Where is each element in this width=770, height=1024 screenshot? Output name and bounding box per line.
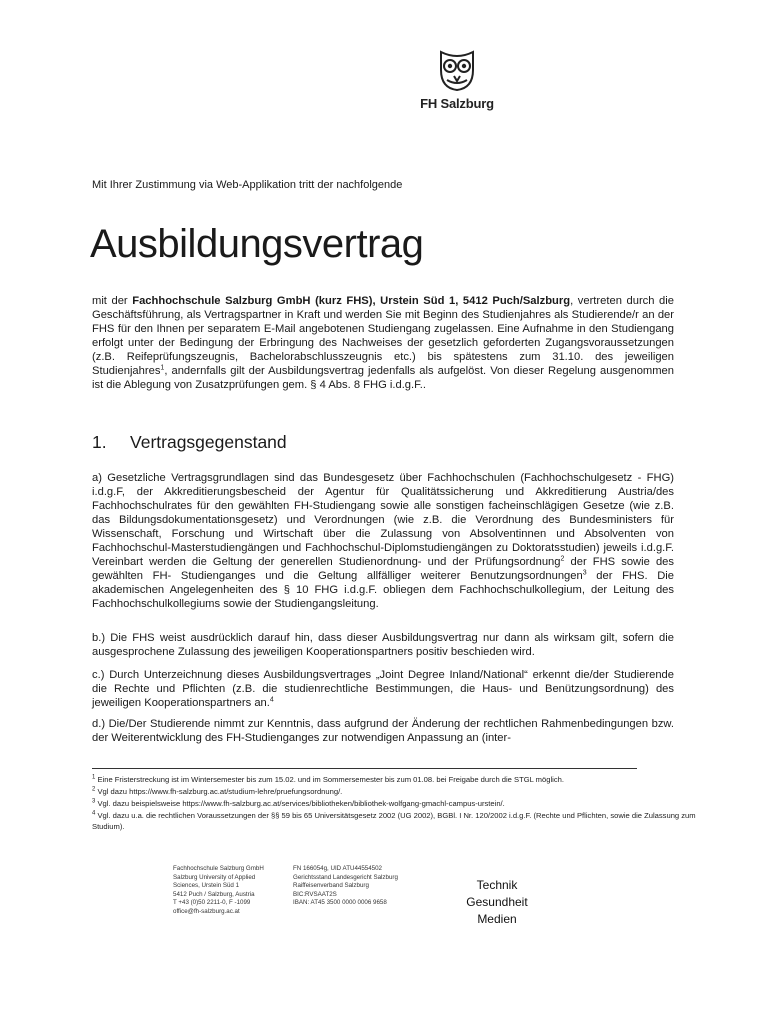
footer-taglines (462, 877, 532, 928)
tagline: Medien (477, 912, 517, 926)
page-title: Ausbildungsvertrag (90, 222, 424, 266)
footnote-ref-1: 1 (160, 364, 165, 372)
footnote-divider (92, 768, 637, 769)
footer-line: T +43 (0)50 2211-0, F -1099 (173, 899, 251, 907)
contract-mid: , vertreten durch die Geschäftsführung, als Vertragspartner in Kraft und werden Sie mit Beginn des Studienjahres als Studierende/r an der FHS für den Ihnen per separatem E-Mail angebotenen Studiengang zugelassen. Eine Aufnahme in den Studiengang erfolgt unter der Bedingung der Erbringung des Nachweises der gesetzlich geforderten Zugangsvoraussetzungen (z.B. Reifeprüfungszeugnis, Bachelorabschlusszeugnis etc.) bis spätestens zum 31.10. des jeweiligen Studienjahres (92, 295, 674, 377)
footer-line: Sciences, Urstein Süd 1 (173, 882, 240, 890)
fh-salzburg-logo (412, 46, 502, 111)
contract-post: , andernfalls gilt der Ausbildungsvertrag jedenfalls als aufgelöst. Von dieser Regelung ausgenommen ist die Ablegung von Zusatzprüfungen gem. § 4 Abs. 8 FHG i.d.g.F.. (92, 365, 674, 391)
para-a-pre: a) Gesetzliche Vertragsgrundlagen sind das Bundesgesetz über Fachhochschulen (Fachhochschulgesetz - FHG) i.d.g.F, der Akkreditierungsbescheid der Agentur für Qualitätssicherung und Akkreditierung Austria/des Fachhochschulrates für den gewählten FH-Studiengang sowie alle sonstigen facheinschlägigen Gesetze (wie z.B. das Bildungsdokumentationsgesetz) und Verordnungen (wie z.B. die Verordnung des Bundesministers für Wissenschaft, Forschung und Wirtschaft über die Zulassung von Absolventinnen und Absolventen von Fachhochschul-Masterstudiengängen und Fachhochschul-Diplomstudiengängen zu Doktoratsstudien) jeweils i.d.g.F. Vereinbart werden die Geltung der generellen Studienordnung- und der Prüfungsordnung (92, 472, 674, 568)
section-number: 1. (92, 432, 107, 452)
footnote-ref-4: 4 (269, 696, 274, 704)
footnote-ref-2: 2 (560, 555, 565, 563)
section-heading (92, 432, 287, 453)
footnote (92, 786, 700, 797)
footnote-text: Vgl. dazu u.a. die rechtlichen Voraussetzungen der §§ 59 bis 65 Universitätsgesetz 2002 (UG 2002), BGBl. I Nr. 120/2002 i.d.g.F. (Rechte und Pflichten, sowie die Zulassung zum Studium). (92, 811, 696, 831)
logo-text: FH Salzburg (420, 96, 494, 111)
footnote (92, 798, 700, 809)
footnote-text: Vgl dazu https://www.fh-salzburg.ac.at/studium-lehre/pruefungsordnung/. (97, 787, 343, 796)
footnote (92, 810, 700, 832)
footnote-number: 2 (92, 786, 96, 793)
footnotes (92, 774, 700, 833)
footnote-number: 1 (92, 774, 96, 781)
contract-pre: mit der (92, 295, 133, 307)
paragraph-c (92, 668, 674, 710)
footnote-ref-3: 3 (582, 569, 587, 577)
section-title: Vertragsgegenstand (130, 432, 287, 452)
para-c-text: c.) Durch Unterzeichnung dieses Ausbildungsvertrages „Joint Degree Inland/National“ erkennt die/der Studierende die Rechte und Pflichten (z.B. die studienrechtliche Bestimmungen, die Haus- und Benützungsordnung) des jeweiligen Kooperationspartners an. (92, 669, 674, 709)
footer-line: Raiffeisenverband Salzburg (293, 882, 369, 890)
paragraph-d: d.) Die/Der Studierende nimmt zur Kenntnis, dass aufgrund der Änderung der rechtlichen Rahmenbedingungen bzw. der Weiterentwicklung des FH-Studienganges zur notwendigen Anpassung an (inter- (92, 718, 674, 744)
tagline: Gesundheit (466, 895, 528, 909)
contract-paragraph (92, 294, 674, 392)
paragraph-a (92, 471, 674, 611)
owl-icon (435, 46, 479, 92)
footer-line: 5412 Puch / Salzburg, Austria (173, 890, 255, 898)
footer-address (173, 865, 264, 917)
footer-legal (293, 865, 398, 908)
contract-party: Fachhochschule Salzburg GmbH (kurz FHS), Urstein Süd 1, 5412 Puch/Salzburg (132, 295, 571, 307)
footer-line: Gerichtsstand Landesgericht Salzburg (293, 873, 398, 881)
para-a-mid: der FHS sowie des gewählten FH- Studienganges und die Geltung allfälliger weiterer Benutzungsordnungen (92, 556, 674, 582)
footer-line: Fachhochschule Salzburg GmbH (173, 865, 264, 872)
footer-line: FN 166054g, UID ATU44554502 (293, 865, 382, 872)
tagline: Technik (476, 878, 518, 892)
footer-line: IBAN: AT45 3500 0000 0006 9658 (293, 899, 387, 907)
footnote-number: 4 (92, 810, 96, 817)
intro-line: Mit Ihrer Zustimmung via Web-Applikation tritt der nachfolgende (92, 179, 403, 191)
para-a-post: der FHS. Die akademischen Angelegenheiten des § 10 FHG i.d.g.F. obliegen dem Fachhochschulkollegium, der Leitung des Fachhochschulkollegiums sowie der Studiengangsleitung. (92, 570, 675, 610)
footer-line: Salzburg University of Applied (173, 873, 256, 881)
footnote-number: 3 (92, 798, 96, 805)
footer-line: office@fh-salzburg.ac.at (173, 907, 240, 915)
footer-line: BIC:RVSAAT2S (293, 890, 337, 898)
footnote (92, 774, 700, 785)
footnote-text: Vgl. dazu beispielsweise https://www.fh-salzburg.ac.at/services/bibliotheken/bibliothek-wolfgang-gmachl-campus-urstein/. (97, 799, 505, 808)
footnote-text: Eine Fristerstreckung ist im Wintersemester bis zum 15.02. und im Sommersemester bis zum 01.08. bei Freigabe durch die STGL möglich. (97, 775, 564, 784)
paragraph-b: b.) Die FHS weist ausdrücklich darauf hin, dass dieser Ausbildungsvertrag nur dann als wirksam gilt, sofern die ausgesprochene Zulassung des jeweiligen Kooperationspartners positiv beschieden wird. (92, 632, 674, 658)
